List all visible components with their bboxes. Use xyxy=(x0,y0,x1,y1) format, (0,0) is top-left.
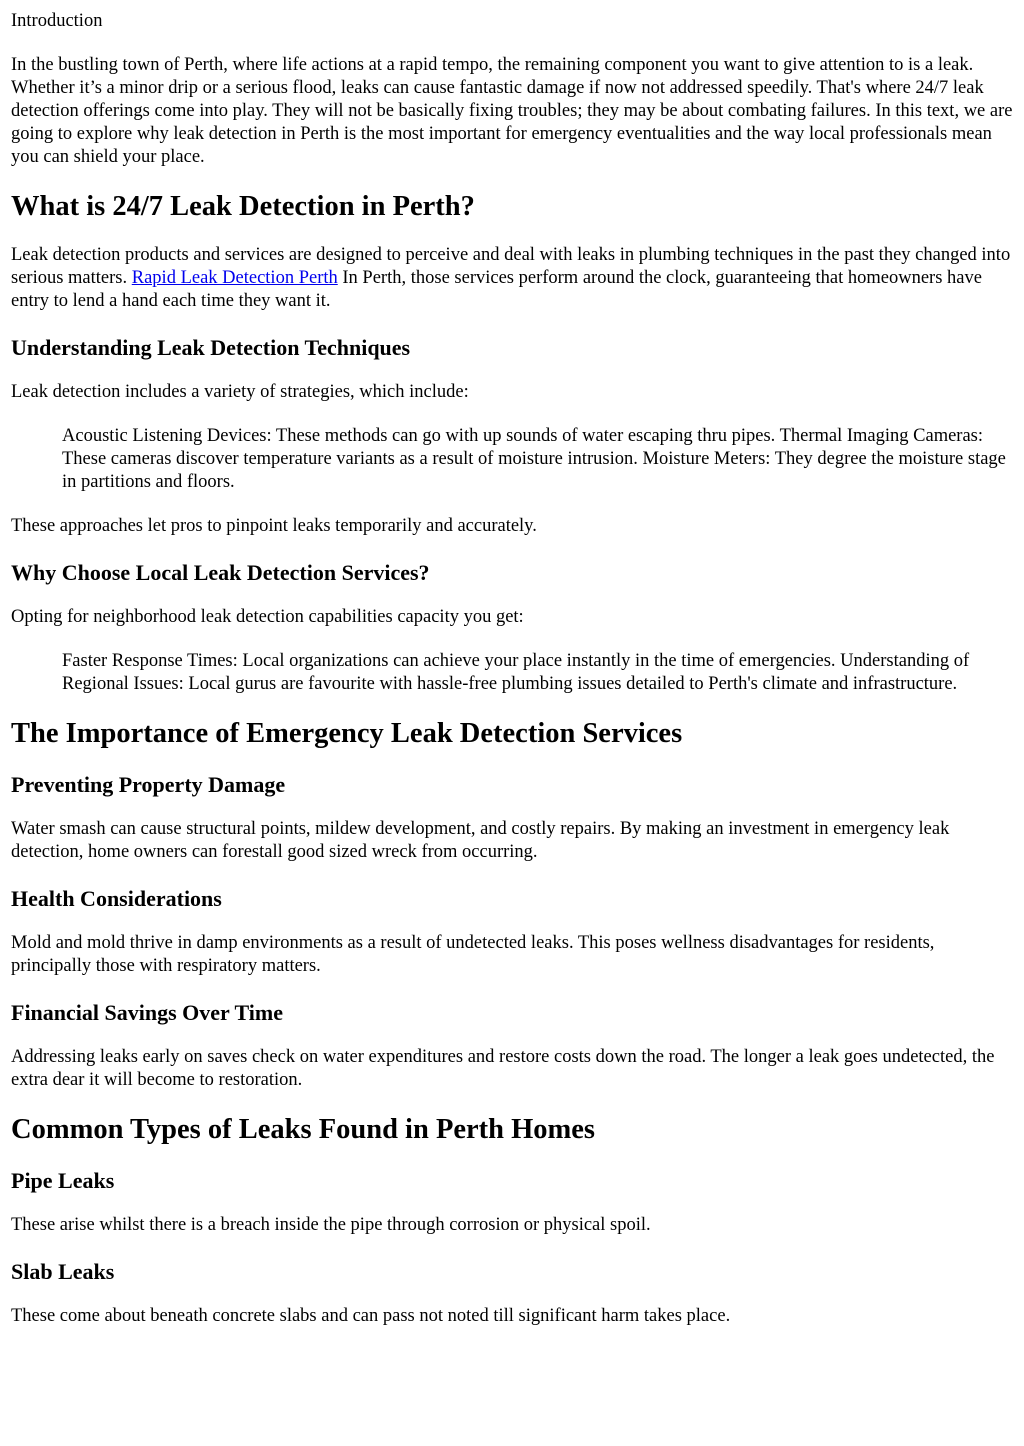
intro-paragraph: In the bustling town of Perth, where life actions at a rapid tempo, the remaining component you want to give attention to is a leak. Whether it’s a minor drip or a serious flood, leaks can cause fantastic damage if now not addressed speedily. That's where 24/7 leak detection offerings come into play. They will not be basically fixing troubles; they may be about combating failures. In this text, we are going to explore why leak detection in Perth is the most important for emergency eventualities and the way local professionals mean you can shield your place. xyxy=(11,55,1013,167)
heading-pipe-leaks: Pipe Leaks xyxy=(11,1168,115,1193)
slab-leaks-text: These come about beneath concrete slabs and can pass not noted till significant harm takes place. xyxy=(11,1306,731,1326)
heading-preventing-damage: Preventing Property Damage xyxy=(11,772,286,797)
what-is-text-after-link: In Perth, those services perform around the clock, guaranteeing that homeowners have entry to lend a hand each time they want it. xyxy=(11,268,982,311)
financial-text: Addressing leaks early on saves check on water expenditures and restore costs down the road. The longer a leak goes undetected, the extra dear it will become to restoration. xyxy=(11,1047,995,1090)
why-local-lead: Opting for neighborhood leak detection capabilities capacity you get: xyxy=(11,607,524,627)
why-local-quote: Faster Response Times: Local organizations can achieve your place instantly in the time of emergencies. Understanding of Regional Issues: Local gurus are favourite with hassle-free plumbing issues detailed to Perth's climate and infrastructure. xyxy=(62,651,970,694)
heading-what-is-leak-detection: What is 24/7 Leak Detection in Perth? xyxy=(11,191,475,222)
what-is-paragraph xyxy=(11,244,1014,313)
heading-financial: Financial Savings Over Time xyxy=(11,1000,283,1025)
pipe-leaks-text: These arise whilst there is a breach inside the pipe through corrosion or physical spoil. xyxy=(11,1215,651,1235)
heading-health: Health Considerations xyxy=(11,886,222,911)
rapid-leak-detection-link[interactable]: Rapid Leak Detection Perth xyxy=(131,268,338,288)
techniques-closing: These approaches let pros to pinpoint leaks temporarily and accurately. xyxy=(11,516,537,536)
heading-common-types: Common Types of Leaks Found in Perth Homes xyxy=(11,1114,596,1145)
what-is-text-before-link: Leak detection products and services are designed to perceive and deal with leaks in plumbing techniques in the past they changed into serious matters. xyxy=(11,245,1011,288)
heading-techniques: Understanding Leak Detection Techniques xyxy=(11,335,411,360)
heading-importance: The Importance of Emergency Leak Detection Services xyxy=(11,718,683,749)
intro-label: Introduction xyxy=(11,11,103,31)
heading-slab-leaks: Slab Leaks xyxy=(11,1259,115,1284)
techniques-lead: Leak detection includes a variety of strategies, which include: xyxy=(11,382,469,402)
health-text: Mold and mold thrive in damp environments as a result of undetected leaks. This poses wellness disadvantages for residents, principally those with respiratory matters. xyxy=(11,933,935,976)
techniques-list-quote: Acoustic Listening Devices: These methods can go with up sounds of water escaping thru pipes. Thermal Imaging Cameras: These cameras discover temperature variants as a result of moisture intrusion. Moisture Meters: They degree the moisture stage in partitions and floors. xyxy=(62,426,1006,492)
heading-why-local: Why Choose Local Leak Detection Services? xyxy=(11,560,430,585)
preventing-damage-text: Water smash can cause structural points, mildew development, and costly repairs. By making an investment in emergency leak detection, home owners can forestall good sized wreck from occurring. xyxy=(11,819,950,862)
